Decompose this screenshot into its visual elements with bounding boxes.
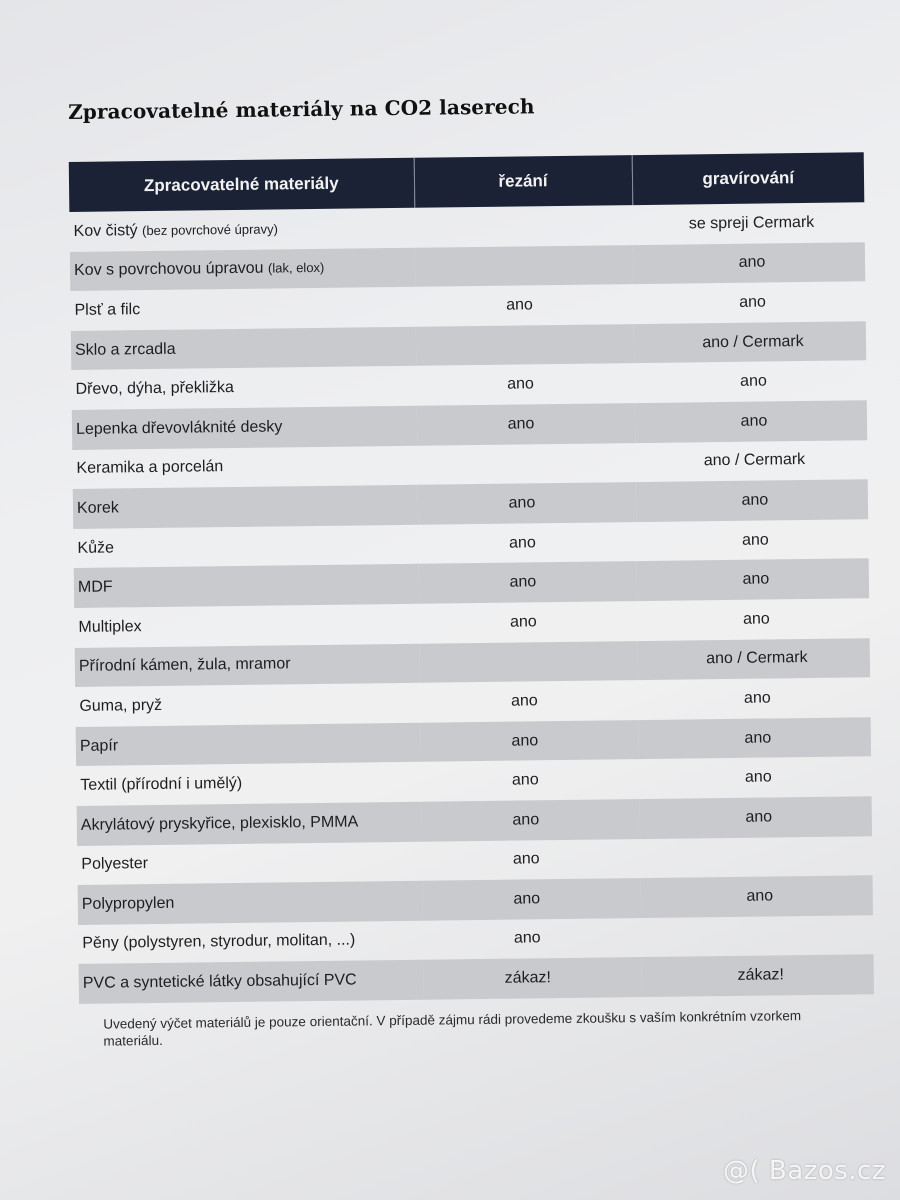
cutting-cell: zákaz!	[424, 957, 642, 999]
material-name: Sklo a zrcadla	[74, 340, 176, 359]
material-name-cell	[76, 762, 421, 806]
cutting-cell: ano	[513, 929, 541, 948]
cutting-cell	[414, 205, 632, 247]
engraving-cell: ano	[743, 689, 771, 707]
material-name-cell	[78, 920, 423, 964]
material-note: (lak, elox)	[267, 260, 325, 276]
engraving-cell: ano	[635, 400, 867, 442]
material-name: Kov čistý	[73, 221, 138, 240]
engraving-cell: ano	[640, 796, 872, 838]
cutting-cell: ano	[506, 296, 533, 314]
cutting-cell: ano	[512, 850, 540, 868]
material-name-cell	[74, 604, 419, 648]
engraving-cell	[640, 836, 872, 878]
engraving-cell: ano	[741, 531, 769, 549]
material-name: Akrylátový pryskyřice, plexisklo, PMMA	[80, 813, 359, 834]
engraving-cell: ano	[641, 875, 873, 917]
engraving-cell: ano	[744, 768, 772, 786]
engraving-cell: ano / Cermark	[634, 321, 866, 363]
engraving-cell: zákaz!	[642, 955, 874, 997]
engraving-cell: ano	[742, 610, 770, 628]
cutting-cell	[415, 245, 633, 287]
table-row	[79, 955, 874, 1004]
material-name: Pěny (polystyren, styrodur, molitan, ...)	[82, 932, 356, 953]
material-name: Papír	[79, 736, 119, 755]
material-name-cell	[76, 722, 421, 766]
material-note: (bez povrchové úpravy)	[141, 221, 278, 238]
material-name-cell	[77, 802, 422, 846]
material-name: Polypropylen	[81, 894, 175, 913]
material-name-cell	[70, 287, 415, 331]
engraving-cell: ano	[739, 293, 766, 311]
material-name: Multiplex	[78, 617, 142, 636]
material-name-cell	[73, 525, 418, 569]
watermark-logo: @( Bazos.cz	[723, 1156, 886, 1186]
cutting-cell: ano	[417, 403, 635, 445]
material-name-cell	[70, 247, 415, 291]
page-title: Zpracovatelné materiály na CO2 laserech	[68, 94, 535, 124]
document-page	[68, 90, 875, 1050]
material-name-cell	[71, 366, 416, 410]
material-name-cell	[75, 683, 420, 727]
column-header-materials: Zpracovatelné materiály	[69, 158, 415, 212]
material-name: Lepenka dřevovláknité desky	[75, 418, 283, 438]
cutting-cell: ano	[508, 533, 536, 552]
material-name: Keramika a porcelán	[76, 458, 224, 478]
material-name-cell	[71, 327, 416, 371]
materials-table	[69, 152, 874, 1004]
cutting-cell: ano	[418, 482, 636, 524]
material-name-cell	[72, 445, 417, 489]
material-name: Dřevo, dýha, překližka	[75, 379, 234, 399]
material-name-cell	[69, 208, 414, 252]
cutting-cell	[417, 443, 635, 485]
engraving-cell: ano	[639, 717, 871, 759]
footnote: Uvedený výčet materiálů je pouze orientační. V případě zájmu rádi provedeme zkoušku s vaším konkrétním vzorkem materiálu.	[103, 1007, 802, 1049]
cutting-cell	[416, 324, 634, 366]
cutting-cell: ano	[511, 771, 539, 789]
column-header-cutting: řezání	[414, 155, 633, 208]
material-name-cell	[77, 841, 422, 885]
cutting-cell: ano	[423, 878, 641, 920]
cutting-cell: ano	[510, 692, 538, 710]
engraving-cell: ano	[637, 559, 869, 601]
cutting-cell: ano	[419, 561, 637, 603]
engraving-cell: se spreji Cermark	[688, 213, 815, 233]
table-body	[69, 202, 874, 1004]
material-name-cell	[73, 485, 418, 529]
cutting-cell: ano	[422, 799, 640, 841]
material-name: Korek	[76, 499, 119, 517]
engraving-cell	[641, 915, 873, 957]
material-name: PVC a syntetické látky obsahující PVC	[82, 971, 357, 992]
material-name: MDF	[77, 578, 113, 597]
cutting-cell: ano	[509, 613, 537, 631]
material-name-cell	[72, 406, 417, 450]
material-name: Textil (přírodní i umělý)	[80, 775, 243, 795]
material-name-cell	[74, 564, 419, 608]
material-name-cell	[79, 960, 424, 1004]
engraving-cell: ano	[740, 372, 767, 390]
cutting-cell: ano	[507, 375, 534, 393]
material-name: Plsť a filc	[74, 301, 141, 319]
engraving-cell: ano	[633, 242, 865, 284]
material-name: Kůže	[77, 539, 115, 557]
material-name: Polyester	[81, 855, 149, 874]
column-header-engraving: gravírování	[632, 152, 865, 205]
material-name: Kov s povrchovou úpravou	[73, 260, 264, 280]
engraving-cell: ano / Cermark	[703, 451, 806, 470]
cutting-cell: ano	[421, 720, 639, 762]
material-name: Guma, pryž	[79, 696, 163, 715]
engraving-cell: ano / Cermark	[638, 638, 870, 680]
material-name-cell	[75, 643, 420, 687]
engraving-cell: ano	[636, 479, 868, 521]
material-name: Přírodní kámen, žula, mramor	[78, 655, 291, 676]
cutting-cell	[420, 641, 638, 683]
material-name-cell	[78, 881, 423, 925]
